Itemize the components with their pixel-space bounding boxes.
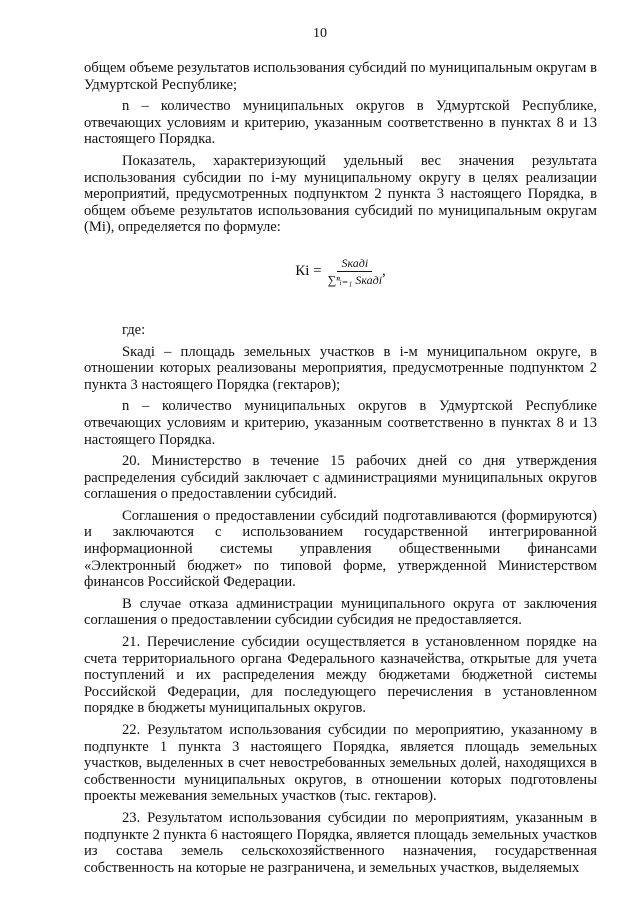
paragraph: 23. Результатом использования субсидии по мероприятиям, указанным в подпункте 2 пункта 6 настоящего Порядка, является площадь земельных участков из состава земель сельскохозяйственного назначения, государственная собственность на которые не разграничена, и земельных участков, выделяемых [84, 809, 597, 876]
formula-denominator: ∑ⁿᵢ₌₁ Sкадi [327, 272, 383, 287]
paragraph: n – количество муниципальных округов в Удмуртской Республике отвечающих условиям и критерию, указанным соответственно в пунктах 8 и 13 настоящего Порядка. [84, 398, 597, 448]
formula-tail: , [382, 263, 386, 280]
paragraph: где: [122, 321, 146, 338]
formula [84, 256, 597, 300]
paragraph: В случае отказа администрации муниципального округа от заключения соглашения о предоставлении субсидии субсидия не предоставляется. [84, 595, 597, 629]
paragraph: 22. Результатом использования субсидии по мероприятию, указанному в подпункте 1 пункта 3 настоящего Порядка, является площадь земельных участков, выделенных в счет невостребованных земельных долей, находящихся в собственности муниципальных округов, в отношении которых подготовлены проекты межевания земельных участков (тыс. гектаров). [84, 722, 597, 805]
document-body [84, 60, 597, 881]
formula-numerator: Sкадi [337, 256, 372, 272]
paragraph: Соглашения о предоставлении субсидий подготавливаются (формируются) и заключаются с использованием государственной интегрированной информационной системы управления общественными финансами «Электронный бюджет» по типовой форме, утвержденной Министерством финансов Российской Федерации. [84, 507, 597, 591]
paragraph: Sкадi – площадь земельных участков в i-м муниципальном округе, в отношении которых реализованы мероприятия, предусмотренные подпунктом 2 пункта 3 настоящего Порядка (гектаров); [84, 343, 597, 393]
formula-fraction [328, 256, 382, 287]
formula-lhs: Кi = [295, 263, 322, 280]
paragraph: 20. Министерство в течение 15 рабочих дней со дня утверждения распределения субсидий заключает с администрациями муниципальных округов соглашения о предоставлении субсидий. [84, 453, 597, 503]
paragraph: n – количество муниципальных округов в Удмуртской Республике, отвечающих условиям и критерию, указанным соответственно в пунктах 8 и 13 настоящего Порядка. [84, 98, 597, 148]
page-number: 10 [313, 26, 327, 41]
paragraph: общем объеме результатов использования субсидий по муниципальным округам в Удмуртской Республике; [84, 60, 597, 93]
paragraph: Показатель, характеризующий удельный вес значения результата использования субсидии по i-му муниципальному округу в целях реализации мероприятий, предусмотренных подпунктом 2 пункта 3 настоящего Порядка, в общем объеме результатов использования субсидий по муниципальным округам (Mi), определяется по формуле: [84, 152, 597, 236]
paragraph: 21. Перечисление субсидии осуществляется в установленном порядке на счета территориального органа Федерального казначейства, открытые для учета поступлений и их распределения между бюджетами бюджетной системы Российской Федерации, для последующего перечисления в установленном порядке в бюджеты муниципальных округов. [84, 634, 597, 717]
